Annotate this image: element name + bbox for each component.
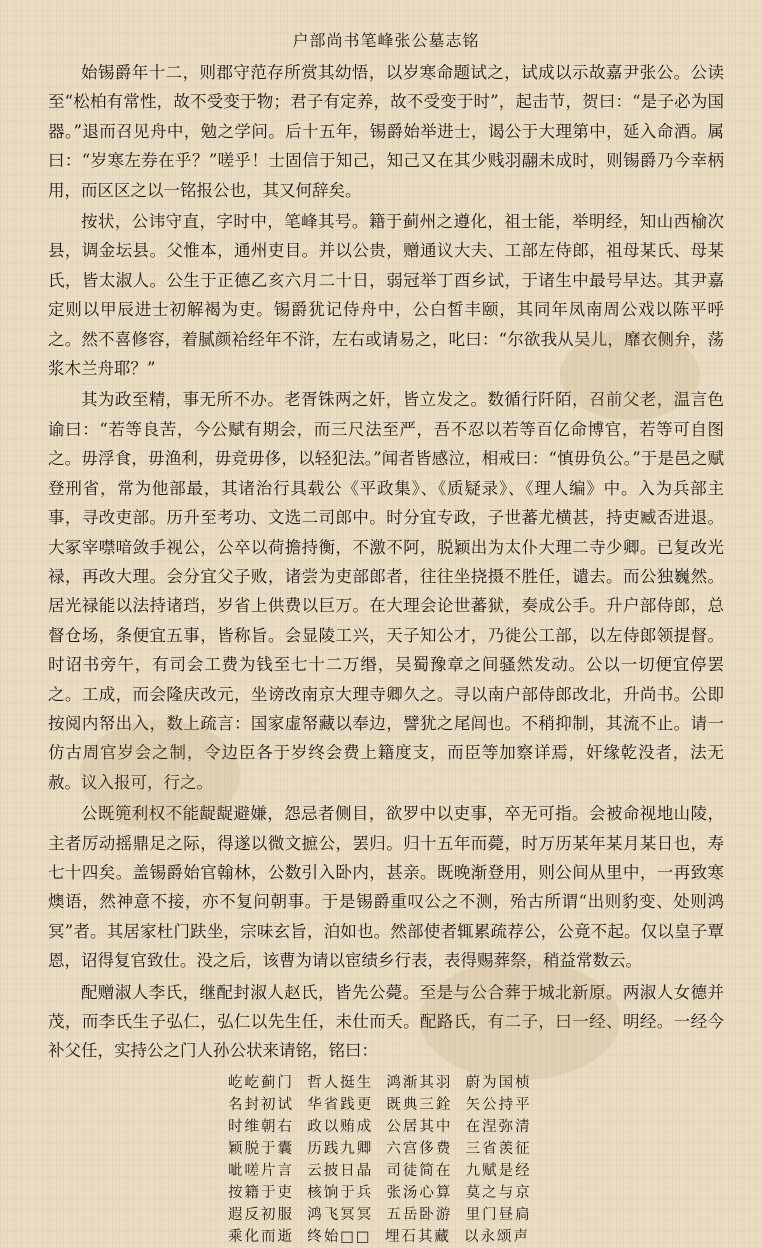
body-paragraph: 始锡爵年十二，则郡守范存所赏其幼悟，以岁寒命题试之，试成以示故嘉尹张公。公读至“松柏有常性，故不受变于物；君子有定养，故不受变于时”，起击节，贺曰：“是子必为国器。”退而召见舟中，勉之学问。后十五年，锡爵始举进士，谒公于大理第中，延入命酒。属曰：“岁寒左券在乎？”嗟乎！士固信于知己，知己又在其少贱羽翮未成时，则锡爵乃今幸柄用，而区区之以一铭报公也，其又何辞矣。 bbox=[48, 63, 724, 200]
inscription-verse bbox=[228, 1072, 724, 1248]
inscription-line: 呲嗟片言 云披日晶 司徒简在 九赋是经 bbox=[228, 1162, 532, 1179]
inscription-line: 颖脱于囊 历践九卿 六宫侈费 三省羡征 bbox=[228, 1140, 532, 1157]
body-paragraph: 其为政至精，事无所不办。老胥铢两之奸，皆立发之。数循行阡陌，召前父老，温言色谕曰：“若等良苦，今公赋有期会，而三尺法至严，吾不忍以若等百亿命博官，若等可自图之。毋浮食，毋渔利，毋竞毋侈，以轻犯法。”闻者皆感泣，相戒曰：“慎毋负公。”于是邑之赋登刑省，常为他部最，其诸治行具载公《平政集》、《质疑录》、《理人编》中。入为兵部主事，寻改吏部。历升至考功、文选二司郎中。时分宜专政，子世蕃尤横甚，持吏臧否进退。大冢宰噤喑敛手视公，公卒以荷擔持衡，不激不阿，脱颖出为太仆大理二寺少卿。已复改光禄，再改大理。会分宜父子败，诸尝为吏部郎者，往往坐挠摄不胜任，谴去。而公独巍然。居光禄能以法持诸珰，岁省上供费以巨万。在大理会论世蕃狱，奏成公手。升户部侍郎，总督仓场，条便宜五事，皆称旨。会显陵工兴，天子知公才，乃徙公工部，以左侍郎领提督。时诏书旁午，有司会工费为钱至七十二万缗，吴蜀豫章之间骚然发动。公以一切便宜停罢之。工成，而会隆庆改元，坐谤改南京大理寺卿久之。寻以南户部侍郎改北，升尚书。公即按阅内帑出入，数上疏言：国家虚帑藏以奉边，譬犹之尾闾也。不稍抑制，其流不止。请一仿古周官岁会之制，令边臣各于岁终会费上籍度支，而臣等加察详焉，奸缘乾没者，法无赦。议入报可，行之。 bbox=[48, 390, 724, 792]
inscription-line: 名封初试 华省践更 既典三銓 矢公持平 bbox=[228, 1096, 532, 1113]
body-paragraph: 公既篼利权不能龊龊避嫌，怨忌者侧目，欲罗中以吏事，卒无可指。会被命视地山陵，主者厉动摇鼎足之际，得遂以微文摭公，罢归。归十五年而薨，时万历某年某月某日也，寿七十四矣。盖锡爵始官翰林，公数引入卧内，甚亲。既晚渐登用，则公间从里中，一再致寒燠语，然神意不接，亦不复问朝事。于是锡爵重叹公之不测，殆古所谓“出则豹变、处则鸿冥”者。其居家杜门趺坐，宗味玄旨，泊如也。然部使者辄累疏荐公，公竟不起。仅以皇子覃恩，诏得复官致仕。没之后，该曹为请以宦绩乡行表，表得赐葬祭，稍益常数云。 bbox=[48, 804, 724, 971]
document-body bbox=[48, 58, 724, 1066]
inscription-line: 屹屹蓟门 哲人挺生 鸿渐其羽 蔚为国桢 bbox=[228, 1074, 532, 1091]
inscription-line: 遐反初服 鸿飞冥冥 五岳卧游 里门昼扃 bbox=[228, 1206, 532, 1223]
body-paragraph: 按状，公讳守直，字时中，笔峰其号。籍于蓟州之遵化，祖士能，举明经，知山西榆次县，调金坛县。父惟本，通州吏目。并以公贵，赠通议大夫、工部左侍郎，祖母某氏、母某氏，皆太淑人。公生于正德乙亥六月二十日，弱冠举丁酉乡试，于诸生中最号早达。其尹嘉定则以甲辰进士初解褐为吏。锡爵犹记侍舟中，公白皙丰颐，其同年凤南周公戏以陈平呼之。然不喜修容，着腻颜袷经年不浒，左右或请易之，叱曰：“尔欲我从吴儿，靡衣侧弁，荡浆木兰舟耶？” bbox=[48, 212, 724, 379]
inscription-line: 乘化而逝 终始□□ 埋石其藏 以永颂声 bbox=[228, 1228, 531, 1245]
inscription-line: 按籍于吏 核饷于兵 张汤心算 莫之与京 bbox=[228, 1184, 532, 1201]
document-title: 户部尚书笔峰张公墓志铭 bbox=[292, 31, 480, 50]
inscription-line: 时维朝右 政以贿成 公居其中 在涅弥清 bbox=[228, 1118, 532, 1135]
body-paragraph: 配赠淑人李氏，继配封淑人赵氏，皆先公薨。至是与公合葬于城北新原。两淑人女德并茂，而李氏生子弘仁，弘仁以先生任，未仕而夭。配路氏，有二子，曰一经、明经。一经今补父任，实持公之门人孙公状来请铭，铭曰： bbox=[48, 982, 724, 1061]
